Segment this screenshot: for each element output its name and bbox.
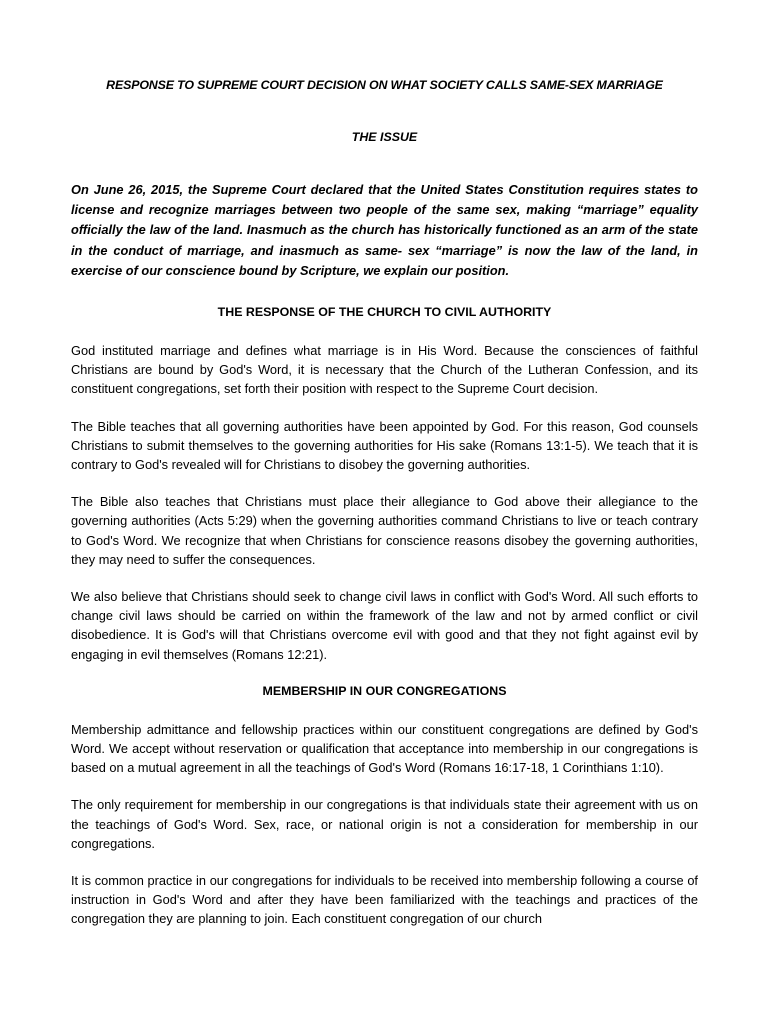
paragraph-membership-requirement: The only requirement for membership in our congregations is that individuals state their agreement with us on the teachings of God's Word. Sex, race, or national origin is not a consideration for membership in our congregations.: [71, 797, 698, 851]
paragraph-common-practice: It is common practice in our congregations for individuals to be received into membership following a course of instruction in God's Word and after they have been familiarized with the teachings and practices of the congregation they are planning to join. Each constituent congregation of our church: [71, 873, 698, 927]
document-body: [71, 76, 698, 929]
issue-statement: On June 26, 2015, the Supreme Court declared that the United States Constitution requires states to license and recognize marriages between two people of the same sex, making “marriage” equality officially the law of the land. Inasmuch as the church has historically functioned as an arm of the state in the conduct of marriage, and inasmuch as same- sex “marriage” is now the law of the land, in exercise of our conscience bound by Scripture, we explain our position.: [71, 182, 698, 278]
paragraph-change-civil-laws: We also believe that Christians should seek to change civil laws in conflict with God's Word. All such efforts to change civil laws should be carried on within the framework of the law and not by armed conflict or civil disobedience. It is God's will that Christians overcome evil with good and that they not fight against evil by engaging in evil themselves (Romans 12:21).: [71, 589, 698, 662]
paragraph-governing-authorities: The Bible teaches that all governing authorities have been appointed by God. For this reason, God counsels Christians to submit themselves to the governing authorities for His sake (Romans 13:1-5). We teach that it is contrary to God's revealed will for Christians to disobey the governing authorities.: [71, 418, 698, 473]
section-heading-membership: MEMBERSHIP IN OUR CONGREGATIONS: [262, 683, 507, 698]
issue-heading: THE ISSUE: [351, 130, 418, 144]
paragraph-allegiance-to-god: The Bible also teaches that Christians must place their allegiance to God above their allegiance to the governing authorities (Acts 5:29) when the governing authorities command Christians to live or teach contrary to God's Word. We recognize that when Christians for conscience reasons disobey the governing authorities, they may need to suffer the consequences.: [71, 494, 698, 567]
section-heading-civil-authority: THE RESPONSE OF THE CHURCH TO CIVIL AUTHORITY: [217, 305, 552, 320]
paragraph-membership-admittance: Membership admittance and fellowship practices within our constituent congregations are defined by God's Word. We accept without reservation or qualification that acceptance into membership in our congregations is based on a mutual agreement in all the teachings of God's Word (Romans 16:17-18, 1 Corinthians 1:10).: [71, 721, 698, 776]
document-title: RESPONSE TO SUPREME COURT DECISION ON WHAT SOCIETY CALLS SAME-SEX MARRIAGE: [106, 78, 663, 92]
paragraph-marriage-instituted: God instituted marriage and defines what marriage is in His Word. Because the consciences of faithful Christians are bound by God's Word, it is necessary that the Church of the Lutheran Confession, and its constituent congregations, set forth their position with respect to the Supreme Court decision.: [71, 343, 698, 397]
